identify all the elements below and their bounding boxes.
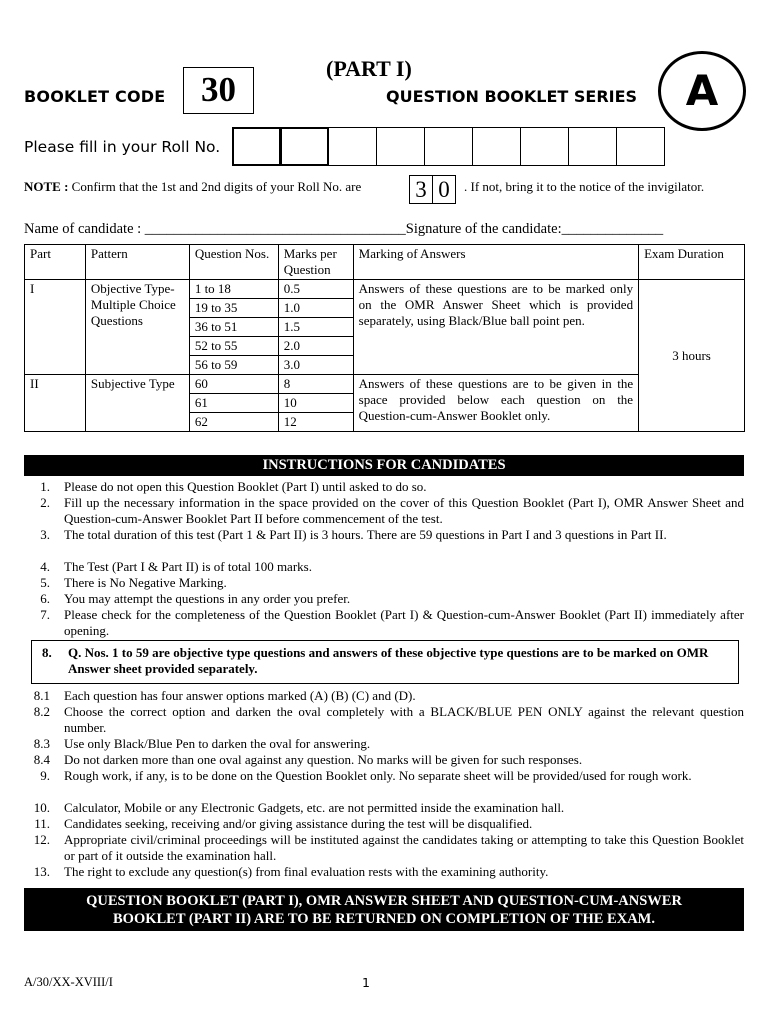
instruction-text: Each question has four answer options marked (A) (B) (C) and (D). xyxy=(64,688,416,703)
instruction-text: The right to exclude any question(s) from final evaluation rests with the examining authority. xyxy=(64,864,549,879)
roll-digit-box[interactable] xyxy=(328,127,377,166)
instruction-number: 11. xyxy=(34,816,50,831)
roll-digit-box[interactable] xyxy=(424,127,473,166)
roll-digit-box[interactable] xyxy=(616,127,665,166)
instruction-number: 13. xyxy=(33,864,50,879)
instruction-item xyxy=(24,495,744,527)
instruction-number: 9. xyxy=(40,768,50,783)
instruction-number: 1. xyxy=(40,479,50,494)
duration-cell: 3 hours xyxy=(639,280,745,432)
marks-cell: 1.0 xyxy=(278,299,353,318)
note-digits xyxy=(409,175,455,204)
table-row xyxy=(25,280,745,299)
return-notice-line-2: BOOKLET (PART II) ARE TO BE RETURNED ON COMPLETION OF THE EXAM. xyxy=(113,911,655,927)
roll-digit-box[interactable] xyxy=(472,127,521,166)
instruction-item xyxy=(24,704,744,736)
instruction-number: 2. xyxy=(40,495,50,510)
roll-digit-box[interactable] xyxy=(376,127,425,166)
note-text-after: . If not, bring it to the notice of the invigilator. xyxy=(464,179,705,194)
instruction-item xyxy=(24,479,744,495)
exam-pattern-table xyxy=(24,244,745,432)
instruction-text: The total duration of this test (Part 1 & Part II) is 3 hours. There are 59 questions in Part I and 3 questions in Part II. xyxy=(64,527,667,542)
instruction-text: Calculator, Mobile or any Electronic Gadgets, etc. are not permitted inside the examination hall. xyxy=(64,800,565,815)
pattern-cell: Objective Type-Multiple Choice Questions xyxy=(85,280,189,375)
marks-cell: 2.0 xyxy=(278,337,353,356)
booklet-code-box: 30 xyxy=(183,67,254,114)
instruction-text: Appropriate civil/criminal proceedings will be instituted against the candidates taking or attempting to take this Question Booklet or part of it outside the examination hall. xyxy=(64,832,744,863)
qnos-cell: 36 to 51 xyxy=(189,318,278,337)
marking-cell: Answers of these questions are to be given in the space provided below each question on the Question-cum-Answer Booklet only. xyxy=(353,375,638,432)
marking-cell: Answers of these questions are to be marked only on the OMR Answer Sheet which is provided separately, using Black/Blue ball point pen. xyxy=(353,280,638,375)
instruction-item xyxy=(24,816,744,832)
page-number: 1 xyxy=(362,975,370,990)
marks-cell: 10 xyxy=(278,394,353,413)
roll-number-label: Please fill in your Roll No. xyxy=(24,138,221,156)
marks-cell: 0.5 xyxy=(278,280,353,299)
instruction-text: Use only Black/Blue Pen to darken the oval for answering. xyxy=(64,736,371,751)
instruction-item xyxy=(24,527,744,543)
series-circle: A xyxy=(658,51,746,131)
note-digit-2: 0 xyxy=(432,175,456,204)
header-question-nos: Question Nos. xyxy=(189,245,278,280)
table-header-row xyxy=(25,245,745,280)
header-pattern: Pattern xyxy=(85,245,189,280)
marks-cell: 8 xyxy=(278,375,353,394)
instruction-item xyxy=(24,607,744,639)
pattern-cell: Subjective Type xyxy=(85,375,189,432)
part-cell: I xyxy=(25,280,86,375)
instruction-number: 8. xyxy=(42,645,52,660)
instruction-item xyxy=(24,736,744,752)
part-cell: II xyxy=(25,375,86,432)
note-digit-1: 3 xyxy=(409,175,433,204)
roll-digit-box[interactable] xyxy=(232,127,281,166)
instruction-item xyxy=(24,832,744,864)
instruction-item xyxy=(24,864,744,880)
instruction-text: Please check for the completeness of the Question Booklet (Part I) & Question-cum-Answer Booklet (Part II) immediately after opening. xyxy=(64,607,744,638)
note-text: Confirm that the 1st and 2nd digits of your Roll No. are xyxy=(71,179,362,194)
header-part: Part xyxy=(25,245,86,280)
roll-digit-box[interactable] xyxy=(568,127,617,166)
instruction-number: 8.2 xyxy=(33,704,50,719)
part-title: (PART I) xyxy=(326,56,412,81)
marks-cell: 3.0 xyxy=(278,356,353,375)
instruction-number: 8.1 xyxy=(33,688,50,703)
marks-cell: 1.5 xyxy=(278,318,353,337)
qnos-cell: 62 xyxy=(189,413,278,432)
header-marks: Marks per Question xyxy=(278,245,353,280)
instruction-number: 12. xyxy=(33,832,50,847)
header-duration: Exam Duration xyxy=(639,245,745,280)
instruction-text: Rough work, if any, is to be done on the Question Booklet only. No separate sheet will be provided/used for rough work. xyxy=(64,768,692,783)
return-notice xyxy=(24,888,744,931)
instruction-number: 4. xyxy=(40,559,50,574)
instruction-item xyxy=(24,559,744,575)
instruction-item xyxy=(24,591,744,607)
instructions-title: INSTRUCTIONS FOR CANDIDATES xyxy=(24,455,744,476)
instruction-text: Choose the correct option and darken the oval completely with a BLACK/BLUE PEN ONLY against the relevant question number. xyxy=(64,704,744,735)
instruction-item xyxy=(24,800,744,816)
instruction-number: 3. xyxy=(40,527,50,542)
instruction-item xyxy=(24,688,744,704)
marks-cell: 12 xyxy=(278,413,353,432)
qnos-cell: 61 xyxy=(189,394,278,413)
candidate-line: Name of candidate : ____________________________________Signature of the candidate:______________ xyxy=(24,221,664,237)
instruction-text: You may attempt the questions in any order you prefer. xyxy=(64,591,351,606)
table-row xyxy=(25,375,745,394)
instruction-item xyxy=(24,575,744,591)
roll-digit-box[interactable] xyxy=(280,127,329,166)
instruction-number: 5. xyxy=(40,575,50,590)
instruction-number: 7. xyxy=(40,607,50,622)
instruction-text: Do not darken more than one oval against any question. No marks will be given for such responses. xyxy=(64,752,583,767)
header-marking: Marking of Answers xyxy=(353,245,638,280)
footer-code: A/30/XX-XVIII/I xyxy=(24,975,113,989)
booklet-code-label: BOOKLET CODE xyxy=(24,87,166,106)
qnos-cell: 56 to 59 xyxy=(189,356,278,375)
return-notice-line-1: QUESTION BOOKLET (PART I), OMR ANSWER SHEET AND QUESTION-CUM-ANSWER xyxy=(86,893,682,909)
instruction-item xyxy=(24,752,744,768)
roll-number-boxes xyxy=(232,127,664,166)
instruction-text: There is No Negative Marking. xyxy=(64,575,227,590)
roll-digit-box[interactable] xyxy=(520,127,569,166)
qnos-cell: 19 to 35 xyxy=(189,299,278,318)
note-line xyxy=(24,179,361,195)
instruction-item xyxy=(24,768,744,784)
instruction-text: Please do not open this Question Booklet (Part I) until asked to do so. xyxy=(64,479,427,494)
qnos-cell: 60 xyxy=(189,375,278,394)
note-label: NOTE : xyxy=(24,179,69,194)
instruction-8-box xyxy=(31,640,739,684)
instruction-number: 6. xyxy=(40,591,50,606)
instruction-number: 8.4 xyxy=(33,752,50,767)
instruction-number: 10. xyxy=(33,800,50,815)
instruction-text: Fill up the necessary information in the space provided on the cover of this Question Booklet (Part I), OMR Answer Sheet and Question-cum-Answer Booklet Part II before commencement of the test. xyxy=(64,495,744,526)
qnos-cell: 52 to 55 xyxy=(189,337,278,356)
instruction-text: The Test (Part I & Part II) is of total 100 marks. xyxy=(64,559,312,574)
series-label: QUESTION BOOKLET SERIES xyxy=(386,87,638,106)
instruction-number: 8.3 xyxy=(33,736,50,751)
instruction-text: Q. Nos. 1 to 59 are objective type questions and answers of these objective type questions are to be marked on OMR Answer sheet provided separately. xyxy=(68,645,709,676)
instruction-text: Candidates seeking, receiving and/or giving assistance during the test will be disqualified. xyxy=(64,816,533,831)
qnos-cell: 1 to 18 xyxy=(189,280,278,299)
